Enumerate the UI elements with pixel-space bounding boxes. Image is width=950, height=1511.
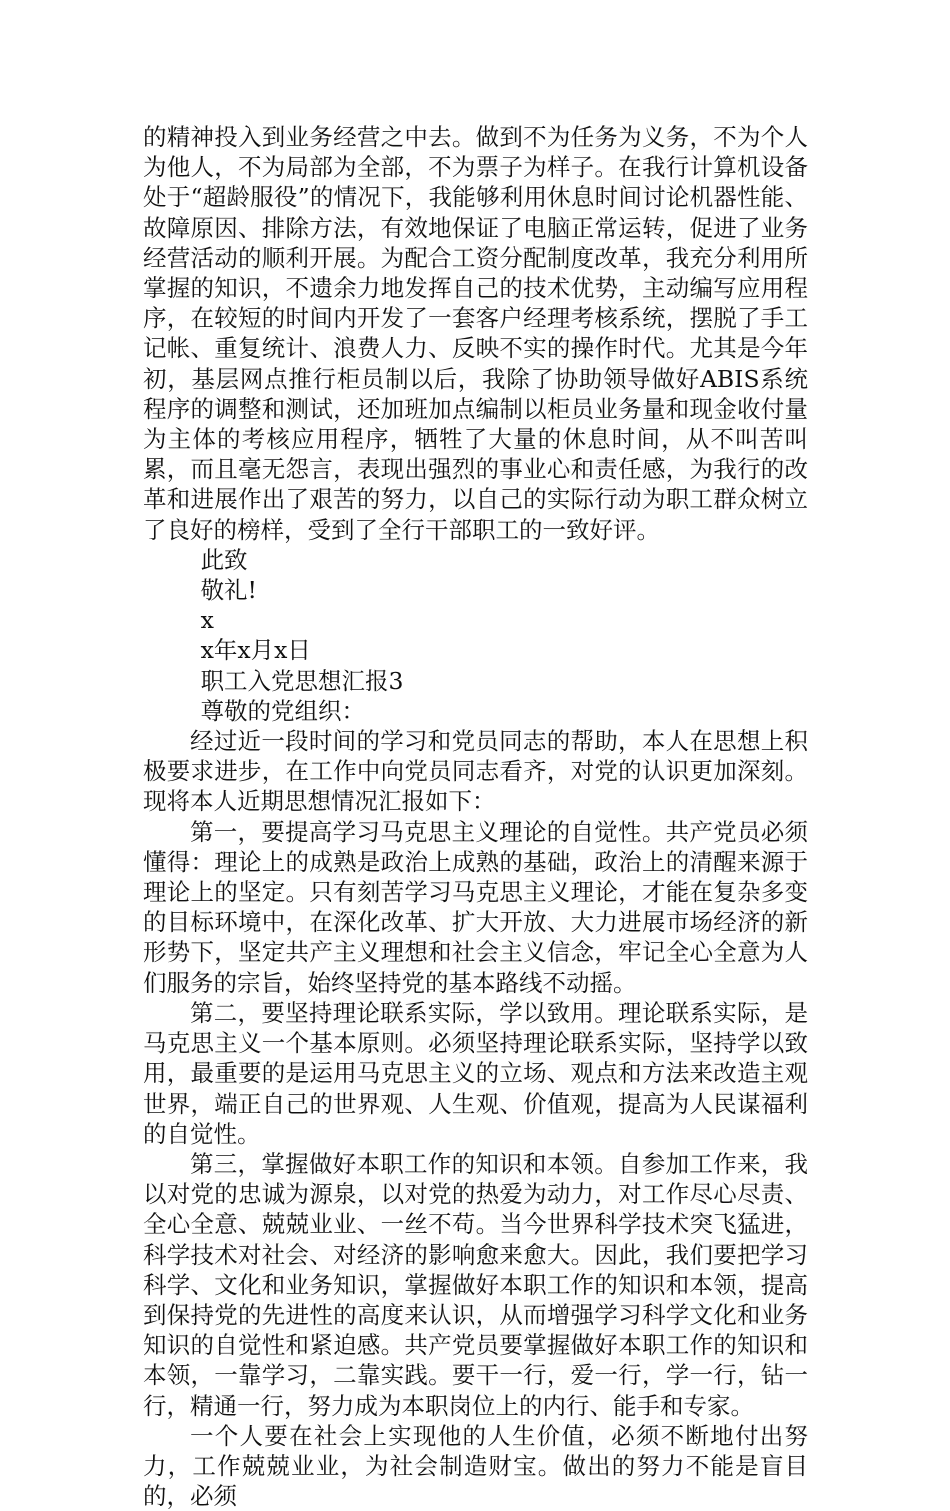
signature: x	[200, 606, 214, 635]
paragraph-point-3: 第三，掌握做好本职工作的知识和本领。自参加工作来，我以对党的忠诚为源泉，以对党的热爱为动力，对工作尽心尽责、全心全意、兢兢业业、一丝不苟。当今世界科学技术突飞猛进，科学技术对社会、对经济的影响愈来愈大。因此，我们要把学习科学、文化和业务知识，掌握做好本职工作的知识和本领，提高到保持党的先进性的高度来认识，从而增强学习科学文化和业务知识的自觉性和紧迫感。共产党员要掌握做好本职工作的知识和本领，一靠学习，二靠实践。要干一行，爱一行，学一行，钻一行，精通一行，努力成为本职岗位上的内行、能手和专家。	[143, 1149, 808, 1420]
paragraph-continuation: 的精神投入到业务经营之中去。做到不为任务为义务，不为个人为他人，不为局部为全部，不为票子为样子。在我行计算机设备处于“超龄服役”的情况下，我能够利用休息时间讨论机器性能、故障原因、排除方法，有效地保证了电脑正常运转，促进了业务经营活动的顺利开展。为配合工资分配制度改革，我充分利用所掌握的知识，不遗余力地发挥自己的技术优势，主动编写应用程序，在较短的时间内开发了一套客户经理考核系统，摆脱了手工记帐、重复统计、浪费人力、反映不实的操作时代。尤其是今年初，基层网点推行柜员制以后，我除了协助领导做好ABIS系统程序的调整和测试，还加班加点编制以柜员业务量和现金收付量为主体的考核应用程序，牺牲了大量的休息时间，从不叫苦叫累，而且毫无怨言，表现出强烈的事业心和责任感，为我行的改革和进展作出了艰苦的努力，以自己的实际行动为职工群众树立了良好的榜样，受到了全行干部职工的一致好评。	[143, 123, 808, 544]
salutation: 尊敬的党组织：	[200, 696, 366, 725]
paragraph-closing: 一个人要在社会上实现他的人生价值，必须不断地付出努力，工作兢兢业业，为社会制造财宝。做出的努力不能是盲目的，必须	[143, 1421, 808, 1511]
paragraph-intro: 经过近一段时间的学习和党员同志的帮助，本人在思想上积极要求进步，在工作中向党员同志看齐，对党的认识更加深刻。现将本人近期思想情况汇报如下：	[143, 727, 808, 816]
closing-line: 此致	[200, 545, 248, 574]
paragraph-point-1: 第一，要提高学习马克思主义理论的自觉性。共产党员必须懂得：理论上的成熟是政治上成熟的基础，政治上的清醒来源于理论上的坚定。只有刻苦学习马克思主义理论，才能在复杂多变的目标环境中，在深化改革、扩大开放、大力进展市场经济的新形势下，坚定共产主义理想和社会主义信念，牢记全心全意为人们服务的宗旨，始终坚持党的基本路线不动摇。	[143, 817, 808, 997]
section-title: 职工入党思想汇报3	[200, 666, 404, 695]
document-page	[143, 122, 808, 1511]
date-line: x年x月x日	[200, 636, 311, 665]
closing-salute: 敬礼!	[200, 576, 258, 605]
paragraph-point-2: 第二，要坚持理论联系实际，学以致用。理论联系实际，是马克思主义一个基本原则。必须坚持理论联系实际，坚持学以致用，最重要的是运用马克思主义的立场、观点和方法来改造主观世界，端正自己的世界观、人生观、价值观，提高为人民谋福利的自觉性。	[143, 998, 808, 1148]
